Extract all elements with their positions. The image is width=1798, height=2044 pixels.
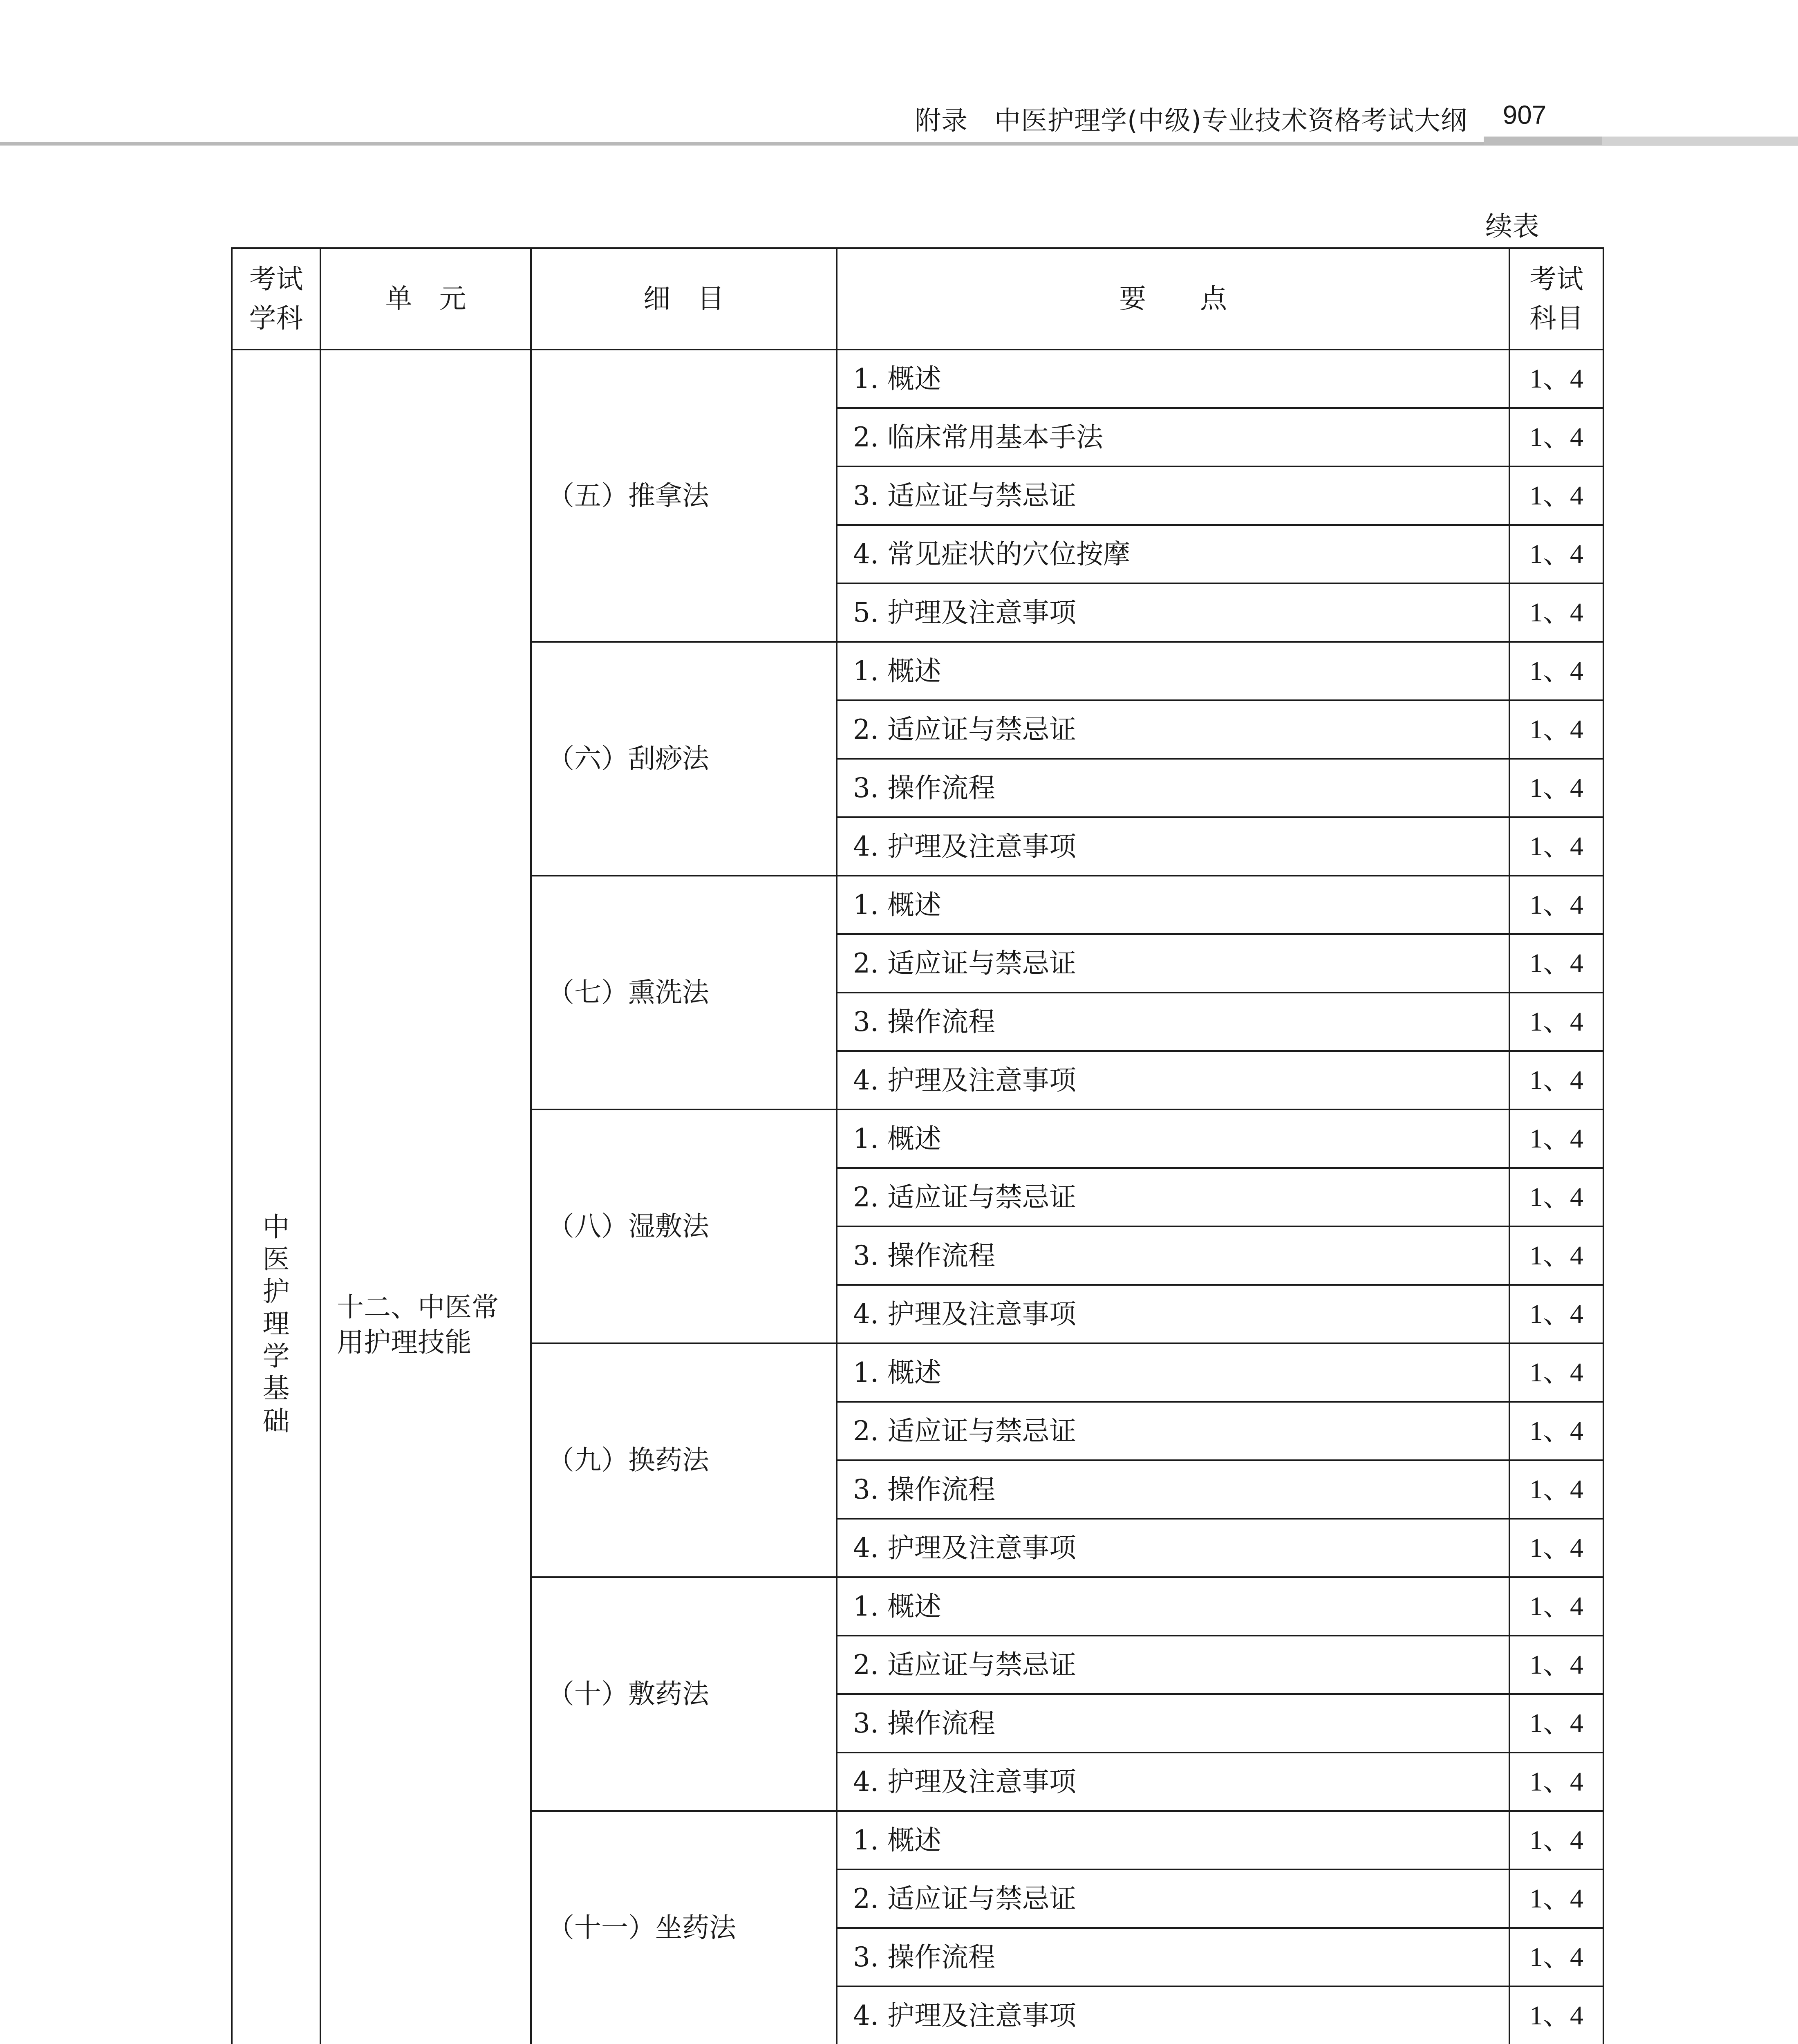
point-cell: 4. 护理及注意事项	[837, 1753, 1509, 1811]
point-cell: 1. 概述	[837, 1577, 1509, 1636]
point-cell: 4. 护理及注意事项	[837, 1519, 1509, 1577]
point-cell: 1. 概述	[837, 642, 1509, 700]
exam-cell: 1、4	[1509, 1343, 1603, 1402]
exam-cell: 1、4	[1509, 1694, 1603, 1753]
detail-cell: （六）刮痧法	[531, 642, 837, 876]
exam-cell: 1、4	[1509, 759, 1603, 817]
exam-cell: 1、4	[1509, 1577, 1603, 1636]
exam-cell: 1、4	[1509, 876, 1603, 934]
point-cell: 4. 常见症状的穴位按摩	[837, 525, 1509, 583]
point-cell: 2. 适应证与禁忌证	[837, 1402, 1509, 1460]
point-cell: 5. 护理及注意事项	[837, 583, 1509, 642]
syllabus-table-body	[232, 248, 1603, 2044]
running-header-title: 附录 中医护理学(中级)专业技术资格考试大纲	[915, 106, 1467, 136]
exam-cell: 1、4	[1509, 1986, 1603, 2044]
exam-cell: 1、4	[1509, 1753, 1603, 1811]
detail-cell: （十一）坐药法	[531, 1811, 837, 2044]
point-cell: 4. 护理及注意事项	[837, 1051, 1509, 1109]
point-cell: 3. 适应证与禁忌证	[837, 466, 1509, 525]
point-cell: 1. 概述	[837, 876, 1509, 934]
exam-cell: 1、4	[1509, 1285, 1603, 1343]
subject-text: 中医护理学基础	[262, 1211, 290, 1437]
exam-cell: 1、4	[1509, 1519, 1603, 1577]
point-cell: 3. 操作流程	[837, 1226, 1509, 1285]
point-cell: 4. 护理及注意事项	[837, 1285, 1509, 1343]
exam-cell: 1、4	[1509, 1869, 1603, 1928]
syllabus-table	[231, 247, 1604, 2044]
point-cell: 2. 适应证与禁忌证	[837, 1869, 1509, 1928]
exam-cell: 1、4	[1509, 817, 1603, 876]
exam-cell: 1、4	[1509, 525, 1603, 583]
exam-cell: 1、4	[1509, 1168, 1603, 1226]
unit-cell: 十二、中医常用护理技能	[320, 350, 531, 2044]
page-number: 907	[1502, 100, 1547, 130]
column-header-points: 要 点	[837, 248, 1509, 350]
detail-cell: （八）湿敷法	[531, 1109, 837, 1343]
point-cell: 3. 操作流程	[837, 993, 1509, 1051]
header-rule-accent-light	[1602, 137, 1798, 145]
point-cell: 3. 操作流程	[837, 1460, 1509, 1519]
point-cell: 4. 护理及注意事项	[837, 817, 1509, 876]
point-cell: 1. 概述	[837, 1811, 1509, 1869]
detail-cell: （十）敷药法	[531, 1577, 837, 1811]
subject-cell	[232, 350, 320, 2044]
column-header-detail: 细 目	[531, 248, 837, 350]
table-header-row	[232, 248, 1603, 350]
column-header-exam: 考试科目	[1509, 248, 1603, 350]
table-row	[232, 350, 1603, 408]
exam-cell: 1、4	[1509, 1636, 1603, 1694]
point-cell: 2. 适应证与禁忌证	[837, 700, 1509, 759]
point-cell: 1. 概述	[837, 350, 1509, 408]
point-cell: 3. 操作流程	[837, 1928, 1509, 1986]
point-cell: 1. 概述	[837, 1109, 1509, 1168]
exam-cell: 1、4	[1509, 1928, 1603, 1986]
detail-cell: （七）熏洗法	[531, 876, 837, 1109]
exam-cell: 1、4	[1509, 466, 1603, 525]
point-cell: 2. 适应证与禁忌证	[837, 1636, 1509, 1694]
exam-cell: 1、4	[1509, 700, 1603, 759]
point-cell: 2. 适应证与禁忌证	[837, 934, 1509, 993]
exam-cell: 1、4	[1509, 1811, 1603, 1869]
point-cell: 3. 操作流程	[837, 759, 1509, 817]
point-cell: 2. 适应证与禁忌证	[837, 1168, 1509, 1226]
detail-cell: （九）换药法	[531, 1343, 837, 1577]
point-cell: 1. 概述	[837, 1343, 1509, 1402]
exam-cell: 1、4	[1509, 642, 1603, 700]
column-header-subject: 考试学科	[232, 248, 320, 350]
point-cell: 3. 操作流程	[837, 1694, 1509, 1753]
point-cell: 2. 临床常用基本手法	[837, 408, 1509, 466]
exam-cell: 1、4	[1509, 583, 1603, 642]
exam-cell: 1、4	[1509, 1402, 1603, 1460]
exam-cell: 1、4	[1509, 408, 1603, 466]
detail-cell: （五）推拿法	[531, 350, 837, 642]
exam-cell: 1、4	[1509, 1460, 1603, 1519]
point-cell: 4. 护理及注意事项	[837, 1986, 1509, 2044]
exam-cell: 1、4	[1509, 1051, 1603, 1109]
column-header-unit: 单 元	[320, 248, 531, 350]
exam-cell: 1、4	[1509, 350, 1603, 408]
exam-cell: 1、4	[1509, 1226, 1603, 1285]
exam-cell: 1、4	[1509, 1109, 1603, 1168]
header-rule-accent	[1484, 137, 1602, 145]
continued-label: 续表	[1485, 211, 1539, 242]
exam-cell: 1、4	[1509, 934, 1603, 993]
exam-cell: 1、4	[1509, 993, 1603, 1051]
